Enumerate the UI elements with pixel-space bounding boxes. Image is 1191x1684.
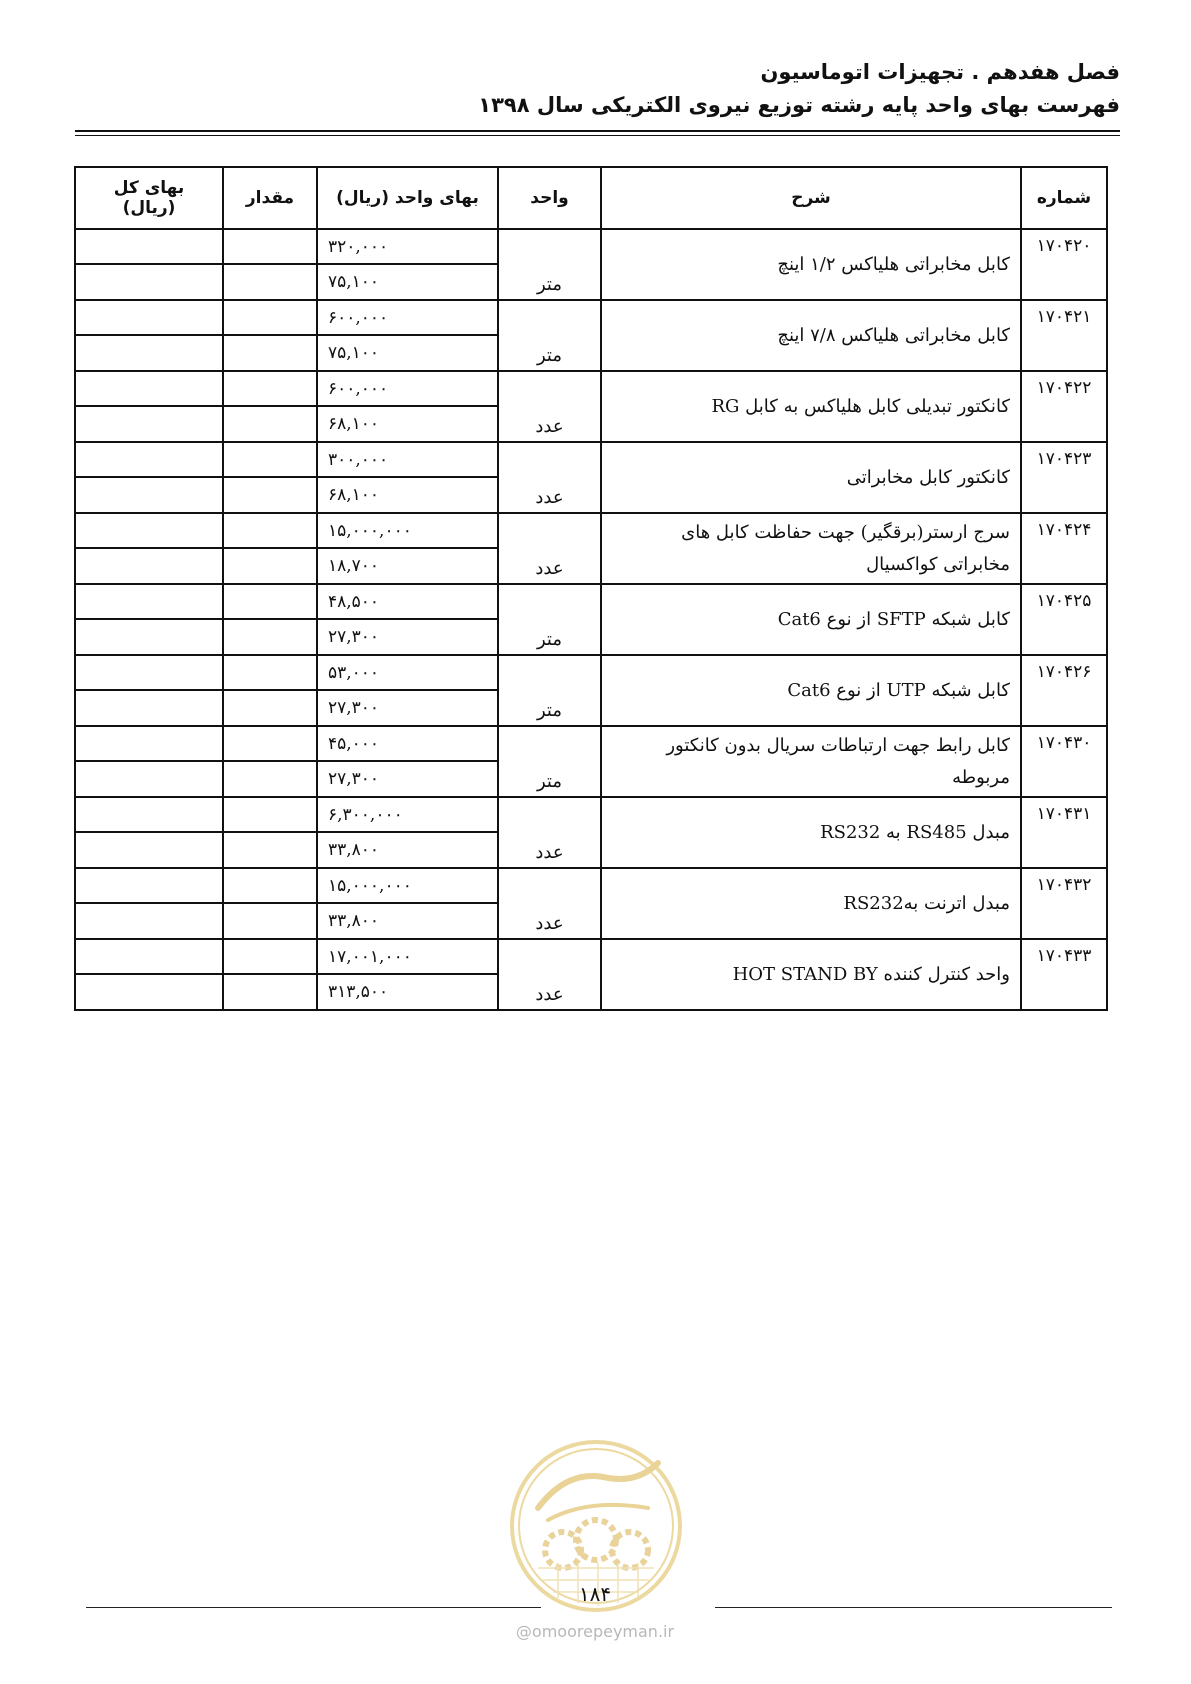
row-unit: متر bbox=[498, 229, 601, 300]
row-unit-price-1: ۱۷,۰۰۱,۰۰۰ bbox=[317, 939, 498, 974]
row-quantity-2 bbox=[223, 832, 317, 868]
row-quantity-2 bbox=[223, 690, 317, 726]
row-quantity-1 bbox=[223, 797, 317, 832]
row-description: مبدل اترنت بهRS232 bbox=[601, 868, 1021, 939]
row-unit-price-1: ۶۰۰,۰۰۰ bbox=[317, 300, 498, 335]
row-total-2 bbox=[75, 335, 223, 371]
row-quantity-1 bbox=[223, 513, 317, 548]
row-quantity-1 bbox=[223, 868, 317, 903]
row-quantity-1 bbox=[223, 584, 317, 619]
row-quantity-1 bbox=[223, 939, 317, 974]
row-total-1 bbox=[75, 726, 223, 761]
row-unit: عدد bbox=[498, 939, 601, 1010]
row-description: کابل مخابراتی هلیاکس ۷/۸ اینچ bbox=[601, 300, 1021, 371]
row-description: واحد کنترل کننده HOT STAND BY bbox=[601, 939, 1021, 1010]
row-unit-price-2: ۲۷,۳۰۰ bbox=[317, 761, 498, 797]
row-description: کابل شبکه UTP از نوع Cat6 bbox=[601, 655, 1021, 726]
row-unit-price-2: ۶۸,۱۰۰ bbox=[317, 477, 498, 513]
row-total-2 bbox=[75, 264, 223, 300]
table-row bbox=[75, 939, 1107, 974]
row-unit: عدد bbox=[498, 868, 601, 939]
row-number: ۱۷۰۴۲۱ bbox=[1021, 300, 1107, 371]
row-unit-price-1: ۶۰۰,۰۰۰ bbox=[317, 371, 498, 406]
row-quantity-2 bbox=[223, 264, 317, 300]
table-row bbox=[75, 797, 1107, 832]
row-quantity-1 bbox=[223, 726, 317, 761]
row-number: ۱۷۰۴۲۳ bbox=[1021, 442, 1107, 513]
row-total-2 bbox=[75, 406, 223, 442]
row-unit: متر bbox=[498, 584, 601, 655]
row-quantity-1 bbox=[223, 442, 317, 477]
row-unit-price-2: ۳۳,۸۰۰ bbox=[317, 903, 498, 939]
table-row bbox=[75, 868, 1107, 903]
row-total-1 bbox=[75, 300, 223, 335]
row-total-2 bbox=[75, 761, 223, 797]
row-description: کابل رابط جهت ارتباطات سریال بدون کانکتور مربوطه bbox=[601, 726, 1021, 797]
row-quantity-1 bbox=[223, 655, 317, 690]
row-quantity-1 bbox=[223, 371, 317, 406]
table-row bbox=[75, 229, 1107, 264]
table-row bbox=[75, 371, 1107, 406]
row-unit: عدد bbox=[498, 371, 601, 442]
row-unit-price-1: ۶,۳۰۰,۰۰۰ bbox=[317, 797, 498, 832]
row-unit: عدد bbox=[498, 442, 601, 513]
watermark-text: @omoorepeyman.ir bbox=[515, 1622, 675, 1641]
row-unit-price-1: ۴۸,۵۰۰ bbox=[317, 584, 498, 619]
row-total-1 bbox=[75, 939, 223, 974]
row-description: کابل مخابراتی هلیاکس ۱/۲ اینچ bbox=[601, 229, 1021, 300]
row-description: سرج ارستر(برقگیر) جهت حفاظت کابل های مخابراتی کواکسیال bbox=[601, 513, 1021, 584]
row-number: ۱۷۰۴۲۰ bbox=[1021, 229, 1107, 300]
row-total-1 bbox=[75, 371, 223, 406]
header-rule-thin bbox=[75, 135, 1120, 136]
row-total-1 bbox=[75, 797, 223, 832]
table-row bbox=[75, 442, 1107, 477]
row-unit: عدد bbox=[498, 513, 601, 584]
row-total-1 bbox=[75, 229, 223, 264]
row-unit-price-1: ۵۳,۰۰۰ bbox=[317, 655, 498, 690]
row-unit-price-2: ۷۵,۱۰۰ bbox=[317, 264, 498, 300]
table-row bbox=[75, 300, 1107, 335]
row-unit: متر bbox=[498, 726, 601, 797]
price-table bbox=[74, 166, 1108, 1011]
row-quantity-2 bbox=[223, 477, 317, 513]
row-total-2 bbox=[75, 619, 223, 655]
row-description: کانکتور تبدیلی کابل هلیاکس به کابل RG bbox=[601, 371, 1021, 442]
row-total-1 bbox=[75, 513, 223, 548]
row-quantity-2 bbox=[223, 619, 317, 655]
row-number: ۱۷۰۴۲۴ bbox=[1021, 513, 1107, 584]
row-unit-price-2: ۲۷,۳۰۰ bbox=[317, 690, 498, 726]
row-total-2 bbox=[75, 690, 223, 726]
table-header-row bbox=[75, 167, 1107, 229]
row-unit: متر bbox=[498, 300, 601, 371]
row-unit-price-2: ۲۷,۳۰۰ bbox=[317, 619, 498, 655]
row-quantity-2 bbox=[223, 335, 317, 371]
row-quantity-1 bbox=[223, 300, 317, 335]
row-quantity-2 bbox=[223, 974, 317, 1010]
table-row bbox=[75, 584, 1107, 619]
row-number: ۱۷۰۴۳۰ bbox=[1021, 726, 1107, 797]
row-total-2 bbox=[75, 903, 223, 939]
row-description: کابل شبکه SFTP از نوع Cat6 bbox=[601, 584, 1021, 655]
row-total-2 bbox=[75, 548, 223, 584]
col-header-total-price: بهای کل (ریال) bbox=[75, 167, 223, 229]
page-header bbox=[75, 56, 1120, 122]
row-unit-price-1: ۱۵,۰۰۰,۰۰۰ bbox=[317, 868, 498, 903]
table-row bbox=[75, 726, 1107, 761]
row-unit: متر bbox=[498, 655, 601, 726]
table-row bbox=[75, 655, 1107, 690]
col-header-number: شماره bbox=[1021, 167, 1107, 229]
row-unit-price-1: ۳۲۰,۰۰۰ bbox=[317, 229, 498, 264]
row-number: ۱۷۰۴۳۱ bbox=[1021, 797, 1107, 868]
col-header-quantity: مقدار bbox=[223, 167, 317, 229]
row-description: کانکتور کابل مخابراتی bbox=[601, 442, 1021, 513]
row-number: ۱۷۰۴۳۳ bbox=[1021, 939, 1107, 1010]
col-header-unit-price: بهای واحد (ریال) bbox=[317, 167, 498, 229]
row-unit-price-2: ۶۸,۱۰۰ bbox=[317, 406, 498, 442]
table-row bbox=[75, 513, 1107, 548]
row-total-1 bbox=[75, 655, 223, 690]
row-number: ۱۷۰۴۲۵ bbox=[1021, 584, 1107, 655]
row-quantity-2 bbox=[223, 548, 317, 584]
row-number: ۱۷۰۴۳۲ bbox=[1021, 868, 1107, 939]
row-unit-price-2: ۱۸,۷۰۰ bbox=[317, 548, 498, 584]
row-number: ۱۷۰۴۲۶ bbox=[1021, 655, 1107, 726]
row-quantity-2 bbox=[223, 903, 317, 939]
row-total-2 bbox=[75, 974, 223, 1010]
row-total-2 bbox=[75, 477, 223, 513]
row-unit-price-1: ۴۵,۰۰۰ bbox=[317, 726, 498, 761]
row-unit-price-2: ۳۳,۸۰۰ bbox=[317, 832, 498, 868]
row-unit-price-1: ۱۵,۰۰۰,۰۰۰ bbox=[317, 513, 498, 548]
row-unit-price-2: ۳۱۳,۵۰۰ bbox=[317, 974, 498, 1010]
col-header-unit: واحد bbox=[498, 167, 601, 229]
document-subtitle: فهرست بهای واحد پایه رشته توزیع نیروی الکتریکی سال ۱۳۹۸ bbox=[478, 93, 1120, 117]
row-total-2 bbox=[75, 832, 223, 868]
row-total-1 bbox=[75, 584, 223, 619]
row-quantity-1 bbox=[223, 229, 317, 264]
header-rule-thick bbox=[75, 130, 1120, 132]
footer-rule-right bbox=[715, 1607, 1112, 1608]
row-total-1 bbox=[75, 442, 223, 477]
row-unit: عدد bbox=[498, 797, 601, 868]
row-unit-price-1: ۳۰۰,۰۰۰ bbox=[317, 442, 498, 477]
row-unit-price-2: ۷۵,۱۰۰ bbox=[317, 335, 498, 371]
page-number: ۱۸۴ bbox=[578, 1582, 612, 1606]
row-total-1 bbox=[75, 868, 223, 903]
footer-rule-left bbox=[86, 1607, 541, 1608]
col-header-description: شرح bbox=[601, 167, 1021, 229]
row-description: مبدل RS485 به RS232 bbox=[601, 797, 1021, 868]
row-quantity-2 bbox=[223, 406, 317, 442]
chapter-title: فصل هفدهم . تجهیزات اتوماسیون bbox=[760, 60, 1120, 84]
row-quantity-2 bbox=[223, 761, 317, 797]
row-number: ۱۷۰۴۲۲ bbox=[1021, 371, 1107, 442]
